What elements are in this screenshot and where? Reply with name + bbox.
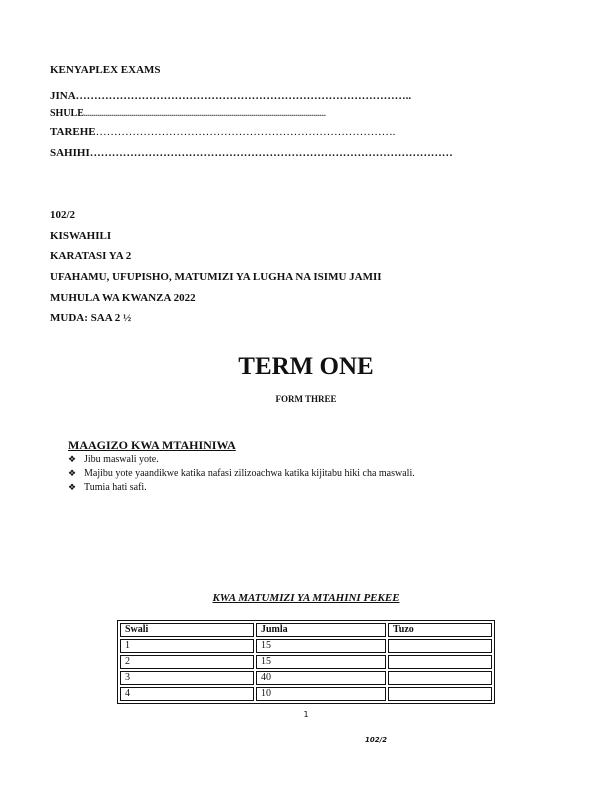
- cell-swali: 1: [120, 639, 254, 653]
- instruction-text: Majibu yote yaandikwe katika nafasi zilizoachwa katika kijitabu hiki cha maswali.: [84, 468, 415, 479]
- table-row: [120, 671, 492, 685]
- bullet-icon: ❖: [68, 468, 77, 478]
- bullet-icon: ❖: [68, 482, 77, 492]
- cell-tuzo[interactable]: [388, 687, 492, 701]
- cell-jumla: 15: [256, 639, 386, 653]
- term-title: TERM ONE: [238, 353, 374, 380]
- column-header: Swali: [120, 623, 254, 637]
- cell-jumla: 40: [256, 671, 386, 685]
- paper-number: KARATASI YA 2: [50, 250, 132, 262]
- paper-duration: MUDA: SAA 2 ½: [50, 312, 132, 324]
- paper-code: 102/2: [50, 209, 76, 221]
- cell-swali: 2: [120, 655, 254, 669]
- field-dots: ………………………………………………………………………………..: [75, 90, 412, 102]
- instructions-heading: MAAGIZO KWA MTAHINIWA: [68, 438, 236, 452]
- footer-paper-code: 102/2: [365, 736, 388, 744]
- instruction-text: Jibu maswali yote.: [84, 454, 159, 465]
- table-row: [120, 687, 492, 701]
- instruction-item: [68, 482, 147, 493]
- field-sahihi: [50, 147, 453, 159]
- table-row: [120, 639, 492, 653]
- instruction-item: [68, 468, 415, 479]
- page-number: 1: [303, 710, 309, 719]
- field-dots: ………………………………………………………………………………………: [89, 147, 453, 159]
- cell-tuzo[interactable]: [388, 671, 492, 685]
- field-label: TAREHE: [50, 126, 96, 138]
- field-label: JINA: [50, 90, 76, 102]
- table-row: [120, 655, 492, 669]
- field-dots: ……………………………………………………………………….: [95, 126, 396, 138]
- paper-topic: UFAHAMU, UFUPISHO, MATUMIZI YA LUGHA NA ISIMU JAMII: [50, 271, 382, 283]
- field-dots: .........................................................................................................................: [83, 109, 326, 118]
- score-table: [117, 620, 495, 704]
- cell-tuzo[interactable]: [388, 639, 492, 653]
- table-header-row: [120, 623, 492, 637]
- cell-jumla: 10: [256, 687, 386, 701]
- exam-provider: KENYAPLEX EXAMS: [50, 64, 161, 76]
- field-shule: [50, 108, 326, 119]
- instruction-item: [68, 454, 159, 465]
- field-label: SHULE: [50, 108, 84, 119]
- bullet-icon: ❖: [68, 454, 77, 464]
- field-jina: [50, 90, 411, 102]
- cell-swali: 4: [120, 687, 254, 701]
- paper-subject: KISWAHILI: [50, 230, 112, 242]
- cell-tuzo[interactable]: [388, 655, 492, 669]
- column-header: Jumla: [256, 623, 386, 637]
- form-subtitle: FORM THREE: [275, 394, 337, 404]
- field-tarehe: [50, 126, 395, 138]
- column-header: Tuzo: [388, 623, 492, 637]
- field-label: SAHIHI: [50, 147, 90, 159]
- cell-swali: 3: [120, 671, 254, 685]
- paper-term-year: MUHULA WA KWANZA 2022: [50, 292, 196, 304]
- instruction-text: Tumia hati safi.: [84, 482, 147, 493]
- cell-jumla: 15: [256, 655, 386, 669]
- examiner-heading: KWA MATUMIZI YA MTAHINI PEKEE: [212, 592, 400, 604]
